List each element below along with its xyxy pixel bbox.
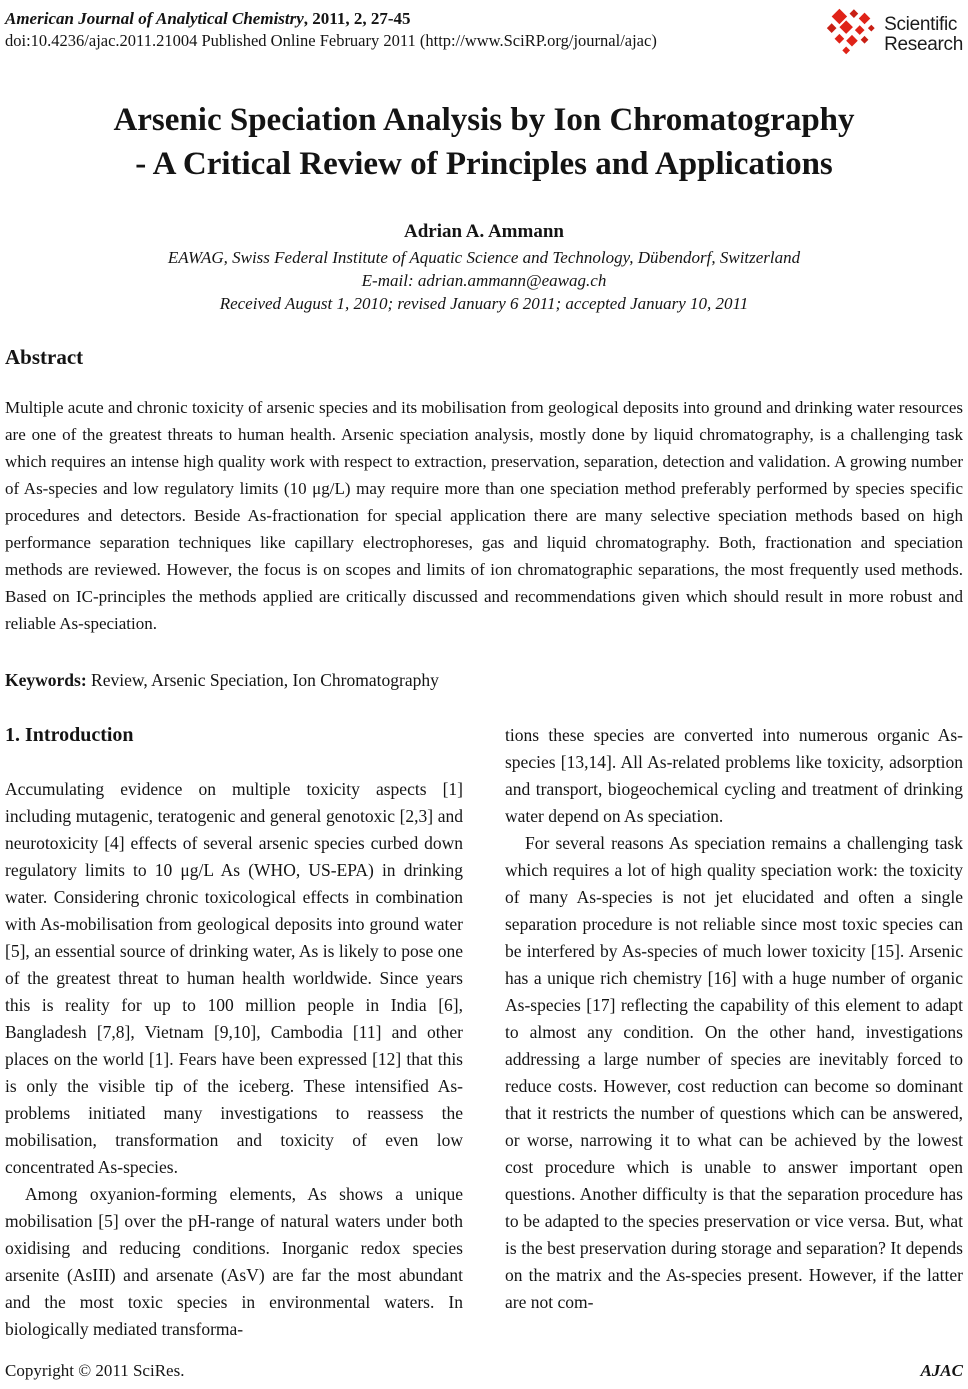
publisher-logo-text [884, 15, 963, 55]
publisher-logo [822, 6, 963, 63]
right-column [505, 722, 963, 1343]
author-block [5, 220, 963, 315]
page-footer [5, 1361, 963, 1381]
keywords-label: Keywords: [5, 670, 87, 690]
logo-word-scientific: Scientific [884, 13, 958, 35]
journal-name: American Journal of Analytical Chemistry [5, 9, 304, 28]
abstract-heading: Abstract [5, 345, 84, 369]
doi-line: doi:10.4236/ajac.2011.21004 Published Online February 2011 (http://www.SciRP.org/journal/ajac) [5, 31, 657, 50]
paper-title-line1: Arsenic Speciation Analysis by Ion Chromatography [113, 102, 855, 138]
journal-abbreviation: AJAC [920, 1361, 963, 1380]
paper-title-line2: - A Critical Review of Principles and Applications [135, 146, 833, 182]
journal-citation-line [5, 8, 963, 30]
intro-paragraph: Accumulating evidence on multiple toxicity aspects [1] including mutagenic, teratogenic and general genotoxic [2,3] and neurotoxicity [4] effects of several arsenic species curbed down regulatory limits to 10 μg/L As (WHO, US-EPA) in drinking water. Considering chronic toxicological effects in combination with As-mobilisation from geological deposits into ground water [5], an essential source of drinking water, As is likely to pose one of the greatest threat to human health worldwide. Since years this is reality for up to 100 million people in India [6], Bangladesh [7,8], Vietnam [9,10], Cambodia [11] and other places on the world [1]. Fears have been expressed [12] that this is only the visible tip of the iceberg. These intensified As-problems initiated many investigations to reassess the mobilisation, transformation and toxicity of even low concentrated As-species. [5, 779, 463, 1177]
keywords-line [5, 670, 963, 691]
body-columns [5, 722, 963, 1343]
logo-word-research: Research [884, 33, 963, 55]
author-email: E-mail: adrian.ammann@eawag.ch [361, 271, 607, 290]
intro-paragraph: Among oxyanion-forming elements, As shows a unique mobilisation [5] over the pH-range of natural waters under both oxidising and reducing conditions. Inorganic redox species arsenite (AsIII) and arsenate (AsV) are far the most abundant and the most toxic species in environmental waters. In biologically mediated transforma- [5, 1184, 463, 1339]
intro-paragraph: For several reasons As speciation remains a challenging task which requires a lot of high quality speciation work: the toxicity of many As-species is not jet elucidated and often a single separation procedure is not reliable since most toxic species can be interfered by As-species of much lower toxicity [15]. Arsenic has a unique rich chemistry [16] with a huge number of organic As-species [17] reflecting the capability of this element to adapt to almost any condition. On the other hand, investigations addressing a large number of species are inevitably forced to reduce costs. However, cost reduction can become so dominant that it restricts the number of questions which can be answered, or worse, narrowing it to what can be achieved by the lowest cost procedure which is unable to answer important open questions. Another difficulty is that the separation procedure has to be adapted to the species preservation or vice versa. But, what is the best preservation during storage and separation? It depends on the matrix and the As-species present. However, if the latter are not com- [505, 833, 963, 1312]
scientific-research-diamonds-icon [822, 6, 880, 63]
author-affiliation: EAWAG, Swiss Federal Institute of Aquatic Science and Technology, Dübendorf, Switzerland [167, 248, 801, 267]
page-header [5, 8, 963, 55]
section-heading-introduction: 1. Introduction [5, 724, 134, 746]
copyright-notice: Copyright © 2011 SciRes. [5, 1361, 185, 1380]
left-column [5, 722, 463, 1343]
journal-issue-info: , 2011, 2, 27-45 [303, 9, 411, 28]
paper-title [5, 98, 963, 186]
keywords-list: Review, Arsenic Speciation, Ion Chromatography [86, 670, 439, 690]
intro-paragraph: tions these species are converted into numerous organic As-species [13,14]. All As-related problems like toxicity, adsorption and transport, biogeochemical cycling and treatment of drinking water depend on As speciation. [505, 725, 963, 826]
abstract-text: Multiple acute and chronic toxicity of arsenic species and its mobilisation from geological deposits into ground and drinking water resources are one of the greatest threats to human health. Arsenic speciation analysis, mostly done by liquid chromatography, is a challenging task which requires an intense high quality work with respect to extraction, preservation, separation, detection and validation. A growing number of As-species and low regulatory limits (10 μg/L) may require more than one speciation method preferably performed by species specific procedures and detectors. Beside As-fractionation for special application there are many selective speciation methods based on high performance separation techniques like capillary electrophoreses, gas and liquid chromatography. Both, fractionation and speciation methods are reviewed. However, the focus is on scopes and limits of ion chromatographic separations, the most frequently used methods. Based on IC-principles the methods applied are critically discussed and recommendations given which should result in more robust and reliable As-speciation. [5, 398, 963, 633]
author-name: Adrian A. Ammann [404, 221, 564, 242]
received-dates: Received August 1, 2010; revised January 6 2011; accepted January 10, 2011 [219, 294, 749, 313]
